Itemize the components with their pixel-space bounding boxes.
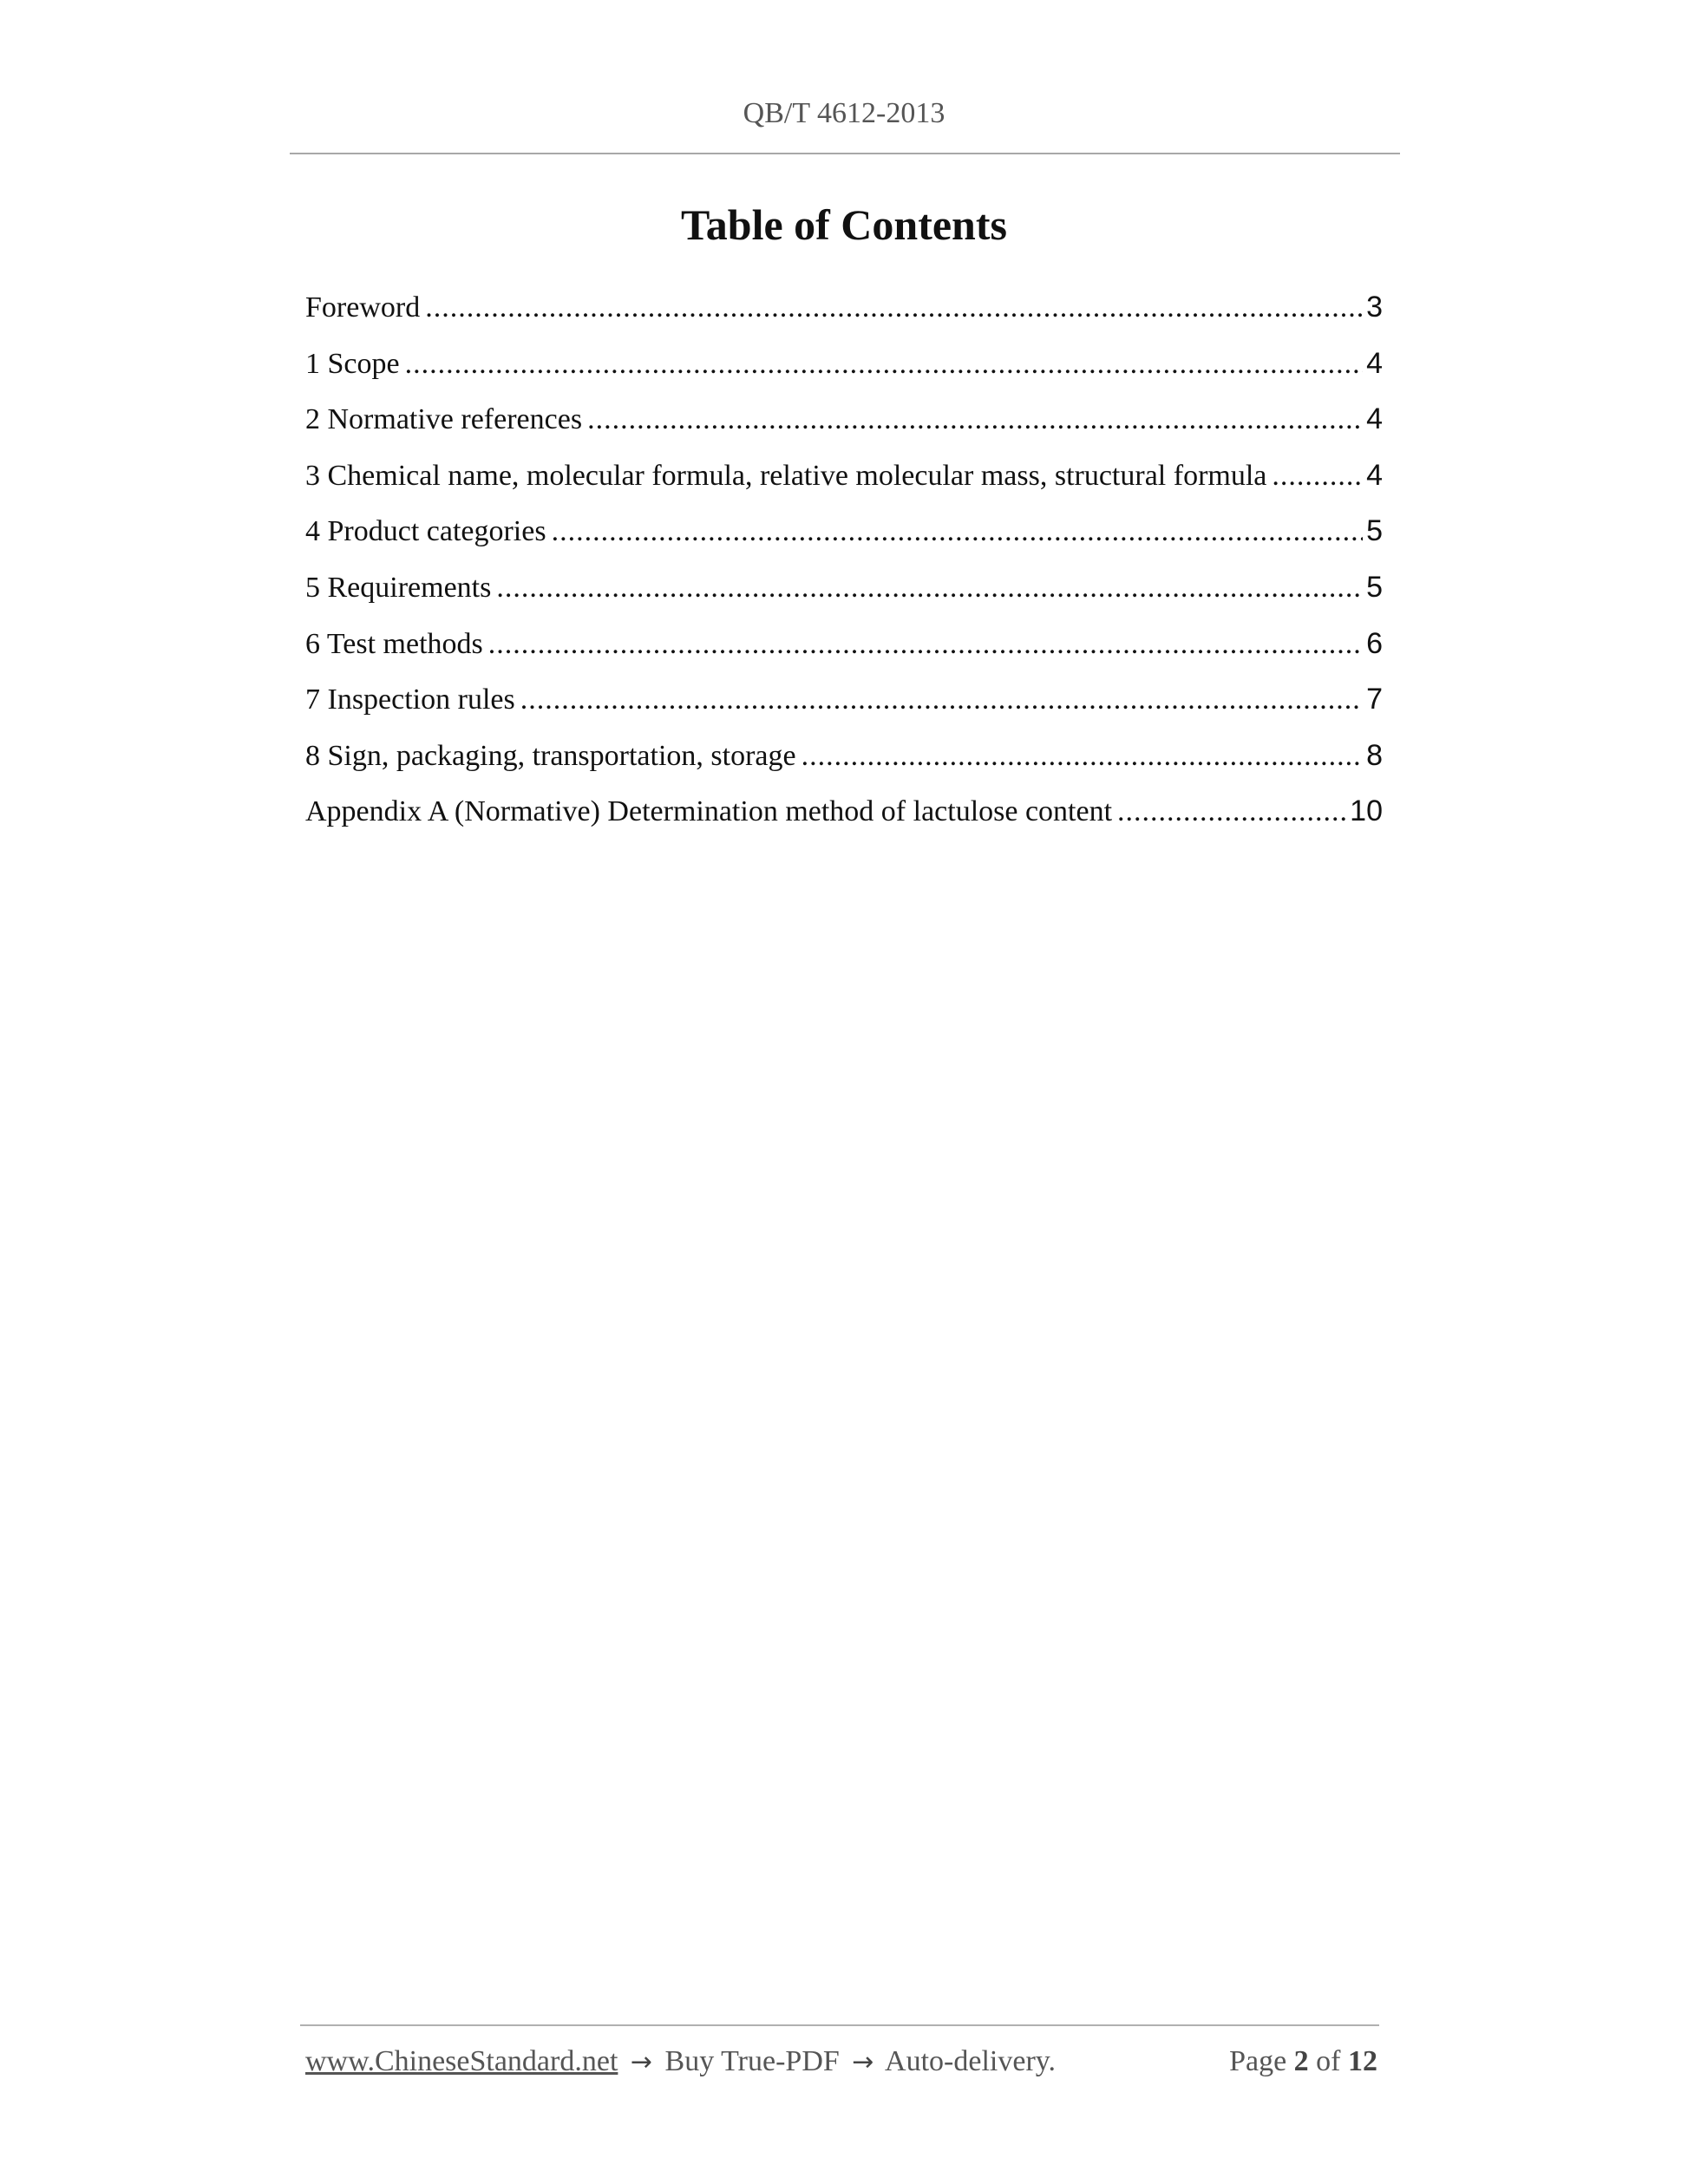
toc-entry-sign-packaging[interactable] <box>305 728 1383 784</box>
toc-leader-dots <box>405 337 1363 392</box>
toc-leader-dots <box>1117 784 1346 840</box>
toc-entry-test-methods[interactable] <box>305 616 1383 672</box>
toc-leader-dots <box>801 729 1363 784</box>
toc-title: Table of Contents <box>681 200 1007 249</box>
toc-entry-page: 5 <box>1366 570 1383 604</box>
footer-step-delivery: Auto-delivery. <box>885 2045 1057 2077</box>
footer-step-buy: Buy True-PDF <box>664 2045 840 2077</box>
toc-leader-dots <box>425 280 1363 336</box>
table-of-contents <box>305 279 1383 840</box>
toc-entry-label: 8 Sign, packaging, transportation, storage <box>305 739 796 772</box>
toc-leader-dots <box>552 504 1364 559</box>
header-divider <box>290 153 1400 154</box>
toc-leader-dots <box>496 560 1363 616</box>
arrow-right-icon: → <box>630 2047 653 2077</box>
toc-leader-dots <box>520 672 1363 728</box>
toc-entry-page: 4 <box>1366 458 1383 492</box>
website-link[interactable]: www.ChineseStandard.net <box>305 2045 618 2077</box>
toc-entry-normative-references[interactable] <box>305 391 1383 448</box>
toc-entry-page: 10 <box>1350 794 1383 828</box>
toc-entry-label: 7 Inspection rules <box>305 683 515 716</box>
page-word: Page <box>1229 2045 1287 2077</box>
page-number <box>1229 2045 1377 2078</box>
arrow-right-icon: → <box>852 2047 874 2077</box>
toc-entry-page: 7 <box>1366 683 1383 716</box>
toc-entry-page: 4 <box>1366 346 1383 380</box>
toc-entry-page: 8 <box>1366 738 1383 772</box>
toc-entry-chemical-name[interactable] <box>305 448 1383 504</box>
toc-entry-label: 5 Requirements <box>305 571 492 604</box>
toc-entry-page: 3 <box>1366 291 1383 324</box>
toc-entry-label: 2 Normative references <box>305 403 583 436</box>
toc-leader-dots <box>488 617 1363 672</box>
footer-promo <box>305 2045 1056 2078</box>
footer-divider <box>300 2024 1379 2026</box>
toc-entry-requirements[interactable] <box>305 559 1383 616</box>
of-word: of <box>1316 2045 1341 2077</box>
toc-entry-page: 4 <box>1366 402 1383 436</box>
toc-entry-label: 1 Scope <box>305 347 400 380</box>
toc-leader-dots <box>1272 448 1363 504</box>
toc-entry-inspection-rules[interactable] <box>305 671 1383 728</box>
toc-entry-foreword[interactable] <box>305 279 1383 336</box>
toc-entry-label: Appendix A (Normative) Determination method of lactulose content <box>305 795 1113 828</box>
toc-entry-product-categories[interactable] <box>305 503 1383 559</box>
toc-entry-label: 6 Test methods <box>305 627 483 660</box>
toc-entry-scope[interactable] <box>305 336 1383 392</box>
toc-entry-appendix-a[interactable] <box>305 783 1383 840</box>
toc-entry-label: Foreword <box>305 291 421 324</box>
toc-leader-dots <box>587 392 1363 448</box>
toc-entry-label: 3 Chemical name, molecular formula, relative molecular mass, structural formula <box>305 459 1267 492</box>
toc-entry-page: 6 <box>1366 626 1383 660</box>
document-id-header: QB/T 4612-2013 <box>743 97 945 129</box>
toc-entry-page: 5 <box>1366 514 1383 548</box>
total-pages-number: 12 <box>1348 2045 1377 2077</box>
current-page-number: 2 <box>1293 2045 1309 2077</box>
toc-entry-label: 4 Product categories <box>305 515 546 548</box>
